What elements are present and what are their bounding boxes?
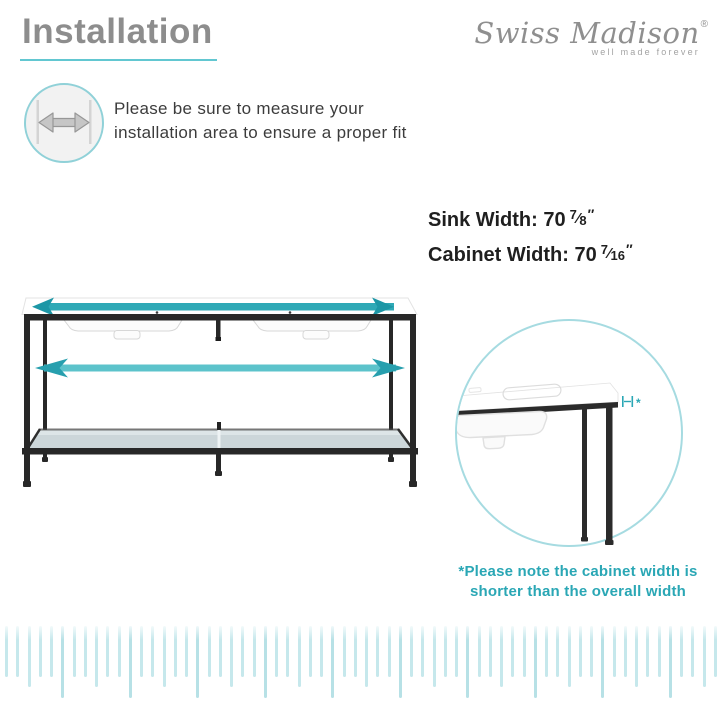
measure-endline-left xyxy=(37,100,40,144)
instruction-line-1: Please be sure to measure your xyxy=(114,99,364,118)
brand-tagline: well made forever xyxy=(591,47,700,57)
sink-unit: ″ xyxy=(587,206,595,222)
vanity-illustration xyxy=(2,288,438,500)
cabinet-width-label xyxy=(428,235,633,270)
footnote-line-1: *Please note the cabinet width is xyxy=(458,563,698,580)
footnote-line-2: shorter than the overall width xyxy=(469,583,687,600)
sink-width-label xyxy=(428,200,633,235)
cabinet-width-footnote xyxy=(436,562,720,602)
page-title: Installation xyxy=(20,12,217,61)
sink-basin-left xyxy=(64,320,182,339)
ruler xyxy=(0,618,720,720)
registered-mark-icon: ® xyxy=(700,19,708,30)
cabinet-frac-slash: ⁄ xyxy=(607,245,611,262)
sink-frac-denominator: 8 xyxy=(579,213,587,228)
sink-frac-slash: ⁄ xyxy=(576,210,580,227)
instruction-text xyxy=(114,97,407,145)
measurements xyxy=(428,200,633,270)
frame-middle-stub xyxy=(216,320,222,341)
cabinet-detail-zoom xyxy=(455,316,691,552)
instruction-line-2: installation area to ensure a proper fit xyxy=(114,123,407,142)
ruler-fade-overlay xyxy=(0,618,720,640)
faucet-hole-dot-left xyxy=(156,311,159,314)
sink-width-text: Sink Width: 70 xyxy=(428,209,566,231)
sink-frac-numerator: 7 xyxy=(569,207,577,222)
cabinet-width-text: Cabinet Width: 70 xyxy=(428,244,597,266)
horizontal-double-arrow xyxy=(39,113,89,132)
brand-logo xyxy=(474,16,708,57)
bottom-shelf xyxy=(22,422,418,455)
cabinet-frac-numerator: 7 xyxy=(600,242,608,257)
cabinet-width-arrow xyxy=(35,359,405,378)
measure-endline-right xyxy=(89,100,92,144)
faucet-hole-dot-right xyxy=(289,311,292,314)
cabinet-unit: ″ xyxy=(625,241,633,257)
brand-name-row xyxy=(474,16,708,50)
brand-name: Swiss Madison xyxy=(474,16,700,50)
width-measure-icon xyxy=(24,83,104,163)
cabinet-frac-denominator: 16 xyxy=(610,248,625,263)
overhang-asterisk: * xyxy=(636,396,641,410)
frame-top-rail xyxy=(24,314,416,321)
sink-basin-right xyxy=(253,320,371,339)
double-arrow-icon xyxy=(35,99,93,147)
